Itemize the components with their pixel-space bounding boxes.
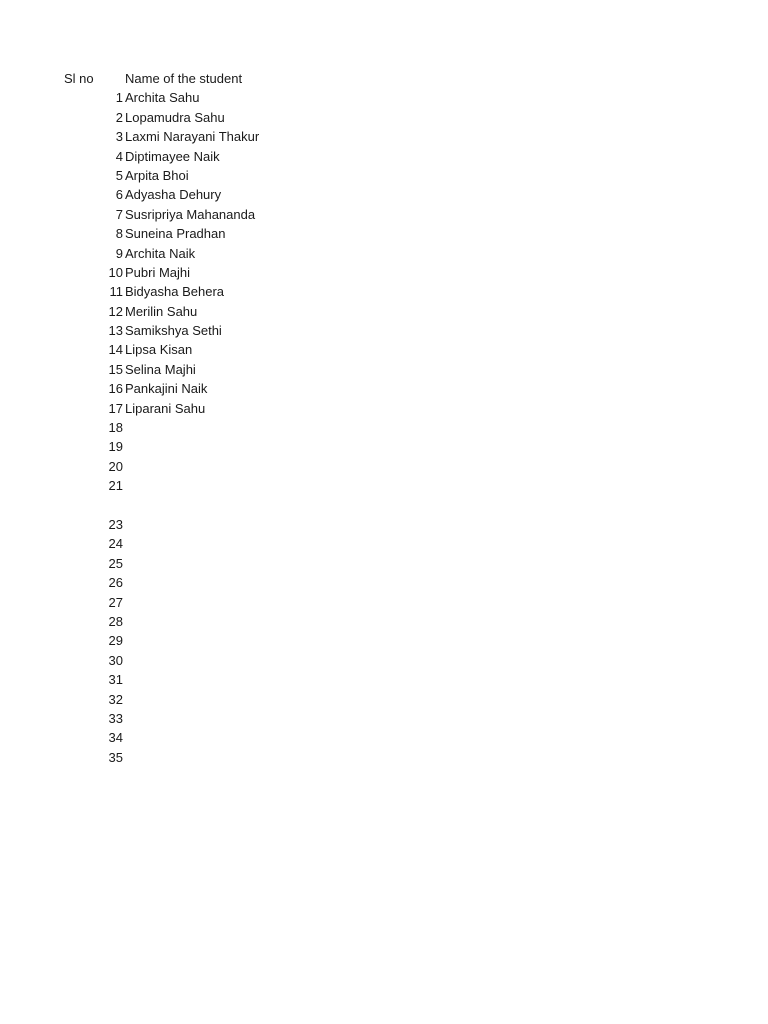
serial-number-cell: 14 (108, 342, 123, 358)
serial-number-cell: 15 (108, 361, 123, 377)
table-row (0, 224, 768, 243)
student-name-cell: Pankajini Naik (125, 381, 208, 397)
table-row (0, 651, 768, 670)
table-row (0, 88, 768, 107)
serial-number-cell: 16 (108, 381, 123, 397)
serial-number-cell: 20 (108, 458, 123, 474)
student-name-cell: Susripriya Mahananda (125, 206, 256, 222)
table-row (0, 476, 768, 495)
student-name-cell: Pubri Majhi (125, 264, 191, 280)
student-name-cell: Diptimayee Naik (125, 148, 220, 164)
student-name-cell: Adyasha Dehury (125, 187, 222, 203)
table-row (0, 670, 768, 689)
table-row (0, 554, 768, 573)
table-row (0, 418, 768, 437)
serial-number-cell: 12 (108, 303, 123, 319)
table-row (0, 496, 768, 515)
serial-number-cell: 8 (115, 226, 123, 242)
serial-number-cell: 34 (108, 730, 123, 746)
serial-number-cell: 5 (115, 167, 123, 183)
table-row (0, 457, 768, 476)
serial-number-cell: 25 (108, 555, 123, 571)
table-row (0, 631, 768, 650)
table-row (0, 185, 768, 204)
student-rows (0, 88, 768, 767)
serial-number-cell: 17 (108, 400, 123, 416)
student-name-cell: Samikshya Sethi (125, 323, 222, 339)
student-name-cell: Merilin Sahu (125, 303, 198, 319)
serial-number-cell: 9 (115, 245, 123, 261)
table-row (0, 573, 768, 592)
student-name-cell: Archita Naik (125, 245, 196, 261)
table-row (0, 612, 768, 631)
student-name-cell: Laxmi Narayani Thakur (125, 129, 260, 145)
table-row (0, 340, 768, 359)
table-row (0, 534, 768, 553)
table-row (0, 399, 768, 418)
table-row (0, 437, 768, 456)
serial-number-cell: 33 (108, 710, 123, 726)
serial-number-cell: 1 (115, 90, 123, 106)
serial-number-cell: 32 (108, 691, 123, 707)
student-name-cell: Arpita Bhoi (125, 167, 189, 183)
serial-number-cell: 19 (108, 439, 123, 455)
serial-number-cell: 18 (108, 420, 123, 436)
serial-number-cell: 13 (108, 323, 123, 339)
table-row (0, 515, 768, 534)
table-row (0, 205, 768, 224)
serial-number-cell: 30 (108, 652, 123, 668)
student-name-cell: Liparani Sahu (125, 400, 206, 416)
student-name-cell: Lipsa Kisan (125, 342, 193, 358)
table-row (0, 108, 768, 127)
table-row (0, 379, 768, 398)
table-row (0, 263, 768, 282)
serial-number-cell: 27 (108, 594, 123, 610)
serial-number-cell: 28 (108, 613, 123, 629)
table-row (0, 127, 768, 146)
serial-number-cell: 31 (108, 672, 123, 688)
serial-number-cell: 3 (115, 129, 123, 145)
serial-number-cell: 6 (115, 187, 123, 203)
serial-number-cell: 29 (108, 633, 123, 649)
table-row (0, 321, 768, 340)
serial-number-cell: 2 (115, 109, 123, 125)
serial-number-cell: 7 (115, 206, 123, 222)
serial-number-cell: 21 (108, 478, 123, 494)
table-row (0, 593, 768, 612)
header-row (0, 69, 768, 88)
student-list-sheet (0, 69, 768, 767)
student-name-cell: Lopamudra Sahu (125, 109, 225, 125)
table-row (0, 147, 768, 166)
table-row (0, 244, 768, 263)
serial-number-cell: 10 (108, 264, 123, 280)
serial-number-cell: 24 (108, 536, 123, 552)
sl-no-header: Sl no (64, 71, 94, 86)
table-row (0, 748, 768, 767)
table-row (0, 166, 768, 185)
table-row (0, 728, 768, 747)
student-name-cell: Suneina Pradhan (125, 226, 226, 242)
serial-number-cell: 35 (108, 749, 123, 765)
student-name-cell: Selina Majhi (125, 361, 196, 377)
student-name-cell: Archita Sahu (125, 90, 200, 106)
serial-number-cell: 23 (108, 516, 123, 532)
student-name-cell: Bidyasha Behera (125, 284, 225, 300)
table-row (0, 282, 768, 301)
serial-number-cell: 11 (109, 284, 123, 300)
serial-number-cell: 26 (108, 575, 123, 591)
student-name-header: Name of the student (125, 71, 243, 86)
table-row (0, 302, 768, 321)
serial-number-cell: 4 (115, 148, 123, 164)
table-row (0, 690, 768, 709)
table-row (0, 360, 768, 379)
table-row (0, 709, 768, 728)
